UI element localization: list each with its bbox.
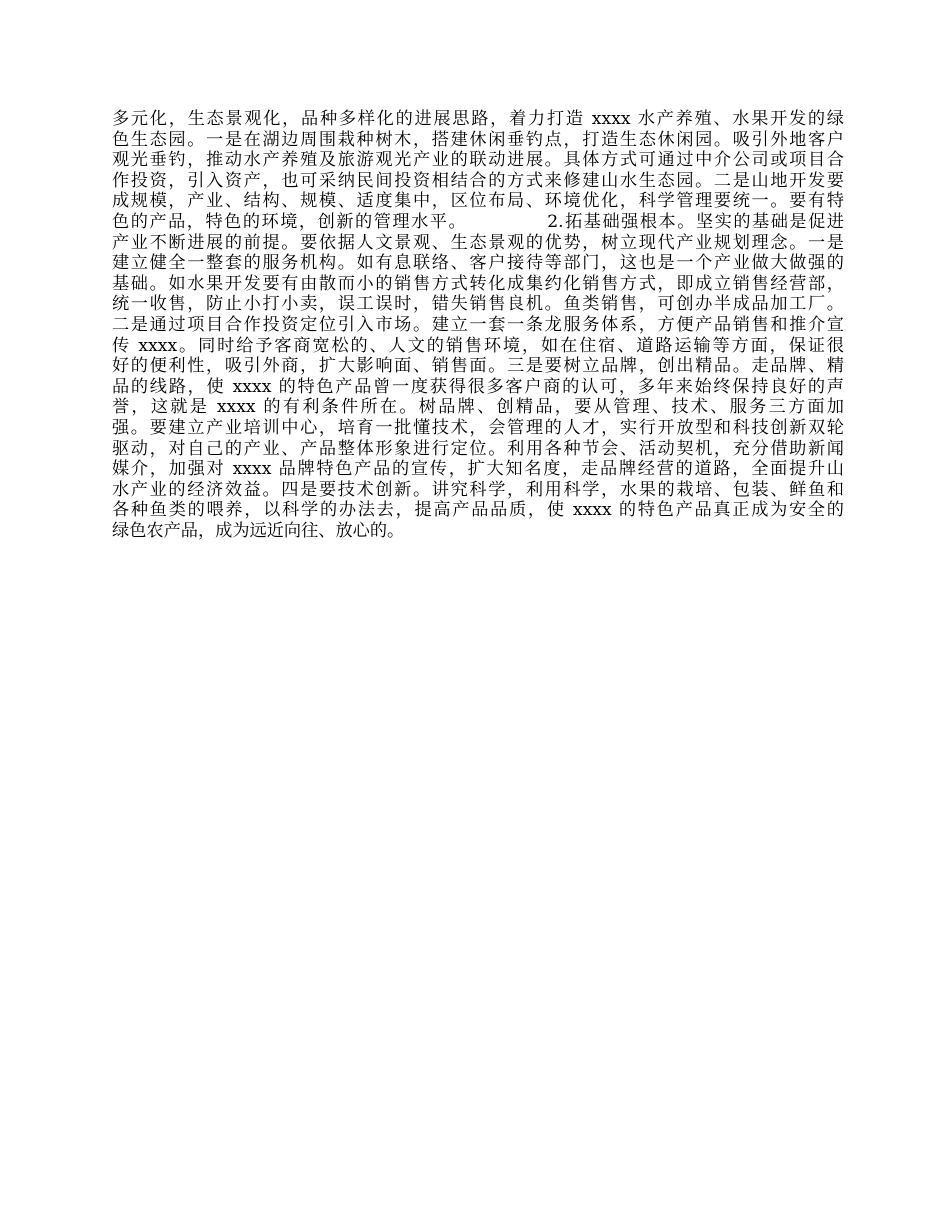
text-line: 基础。如水果开发要有由散而小的销售方式转化成集约化销售方式，即成立销售经营部，: [112, 273, 844, 294]
text-line: 观光垂钓，推动水产养殖及旅游观光产业的联动进展。具体方式可通过中介公司或项目合: [112, 150, 844, 171]
text-line: [112, 212, 844, 233]
text-line: 强。要建立产业培训中心，培育一批懂技术，会管理的人才，实行开放型和科技创新双轮: [112, 417, 844, 438]
text-line: 誉，这就是 xxxx 的有利条件所在。树品牌、创精品，要从管理、技术、服务三方面加: [112, 397, 844, 418]
text-segment: 色的产品，特色的环境，创新的管理水平。: [112, 211, 468, 232]
text-line: 驱动，对自己的产业、产品整体形象进行定位。利用各种节会、活动契机，充分借助新闻: [112, 438, 844, 459]
text-line: 色生态园。一是在湖边周围栽种树木，搭建休闲垂钓点，打造生态休闲园。吸引外地客户: [112, 129, 844, 150]
text-line: 多元化，生态景观化，品种多样化的进展思路，着力打造 xxxx 水产养殖、水果开发的绿: [112, 109, 844, 129]
text-line: 媒介，加强对 xxxx 品牌特色产品的宣传，扩大知名度，走品牌经营的道路，全面提升山: [112, 459, 844, 480]
text-line: 品的线路，使 xxxx 的特色产品曾一度获得很多客户商的认可，多年来始终保持良好的声: [112, 376, 844, 397]
body-paragraph: [112, 109, 844, 541]
text-line: 产业不断进展的前提。要依据人文景观、生态景观的优势，树立现代产业规划理念。一是: [112, 232, 844, 253]
section-heading-inline: 2.拓基础强根本。坚实的基础是促进: [547, 211, 844, 232]
text-line: 作投资，引入资产，也可采纳民间投资相结合的方式来修建山水生态园。二是山地开发要: [112, 170, 844, 191]
text-line: 绿色农产品，成为远近向往、放心的。: [112, 520, 405, 541]
text-line: 好的便利性，吸引外商，扩大影响面、销售面。三是要树立品牌，创出精品。走品牌、精: [112, 356, 844, 377]
text-line: 二是通过项目合作投资定位引入市场。建立一套一条龙服务体系，方便产品销售和推介宣: [112, 314, 844, 335]
text-line: 传 xxxx。同时给予客商宽松的、人文的销售环境，如在住宿、道路运输等方面，保证很: [112, 335, 844, 356]
text-line: 成规模，产业、结构、规模、适度集中，区位布局、环境优化，科学管理要统一。要有特: [112, 191, 844, 212]
text-line: 各种鱼类的喂养，以科学的办法去，提高产品品质，使 xxxx 的特色产品真正成为安全的: [112, 500, 844, 521]
text-line: 建立健全一整套的服务机构。如有息联络、客户接待等部门，这也是一个产业做大做强的: [112, 253, 844, 274]
text-line: 统一收售，防止小打小卖，误工误时，错失销售良机。鱼类销售，可创办半成品加工厂。: [112, 294, 844, 315]
text-line: 水产业的经济效益。四是要技术创新。讲究科学，利用科学，水果的栽培、包装、鲜鱼和: [112, 479, 844, 500]
